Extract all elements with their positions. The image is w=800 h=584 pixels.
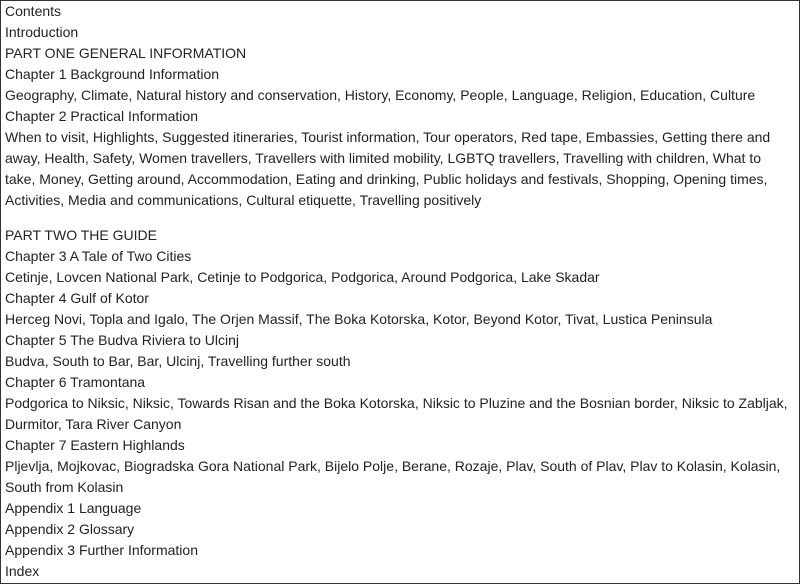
- contents-heading: Contents: [5, 3, 62, 19]
- chapter-3-title: Chapter 3 A Tale of Two Cities: [5, 248, 192, 264]
- appendix-2-entry: Appendix 2 Glossary: [5, 521, 135, 537]
- part-one-title: PART ONE GENERAL INFORMATION: [5, 45, 247, 61]
- part-two-title: PART TWO THE GUIDE: [5, 227, 157, 243]
- chapter-6-topics: Podgorica to Niksic, Niksic, Towards Risan and the Boka Kotorska, Niksic to Pluzine and the Bosnian border, Niksic to Zabljak, Durmitor, Tara River Canyon: [5, 395, 788, 432]
- chapter-5-topics: Budva, South to Bar, Bar, Ulcinj, Travelling further south: [5, 353, 351, 369]
- chapter-1-title: Chapter 1 Background Information: [5, 66, 220, 82]
- chapter-2-topics: When to visit, Highlights, Suggested itineraries, Tourist information, Tour operators, Red tape, Embassies, Getting there and away, Health, Safety, Women travellers, Travellers with limited mobility, LGBTQ travellers, Travelling with children, What to take, Money, Getting around, Accommodation, Eating and drinking, Public holidays and festivals, Shopping, Opening times, Activities, Media and communications, Cultural etiquette, Travelling positively: [5, 129, 771, 208]
- introduction-entry: Introduction: [5, 24, 79, 40]
- appendix-3-entry: Appendix 3 Further Information: [5, 542, 198, 558]
- chapter-1-topics: Geography, Climate, Natural history and conservation, History, Economy, People, Language, Religion, Education, Culture: [5, 87, 756, 103]
- chapter-2-title: Chapter 2 Practical Information: [5, 108, 198, 124]
- chapter-7-title: Chapter 7 Eastern Highlands: [5, 437, 185, 453]
- chapter-4-topics: Herceg Novi, Topla and Igalo, The Orjen Massif, The Boka Kotorska, Kotor, Beyond Kotor, Tivat, Lustica Peninsula: [5, 311, 713, 327]
- section-spacer: [5, 211, 795, 225]
- chapter-3-topics: Cetinje, Lovcen National Park, Cetinje to Podgorica, Podgorica, Around Podgorica, Lake Skadar: [5, 269, 600, 285]
- appendix-1-entry: Appendix 1 Language: [5, 500, 142, 516]
- chapter-5-title: Chapter 5 The Budva Riviera to Ulcinj: [5, 332, 239, 348]
- chapter-4-title: Chapter 4 Gulf of Kotor: [5, 290, 149, 306]
- chapter-7-topics: Pljevlja, Mojkovac, Biogradska Gora National Park, Bijelo Polje, Berane, Rozaje, Plav, South of Plav, Plav to Kolasin, Kolasin, South from Kolasin: [5, 458, 781, 495]
- index-entry: Index: [5, 563, 40, 579]
- chapter-6-title: Chapter 6 Tramontana: [5, 374, 146, 390]
